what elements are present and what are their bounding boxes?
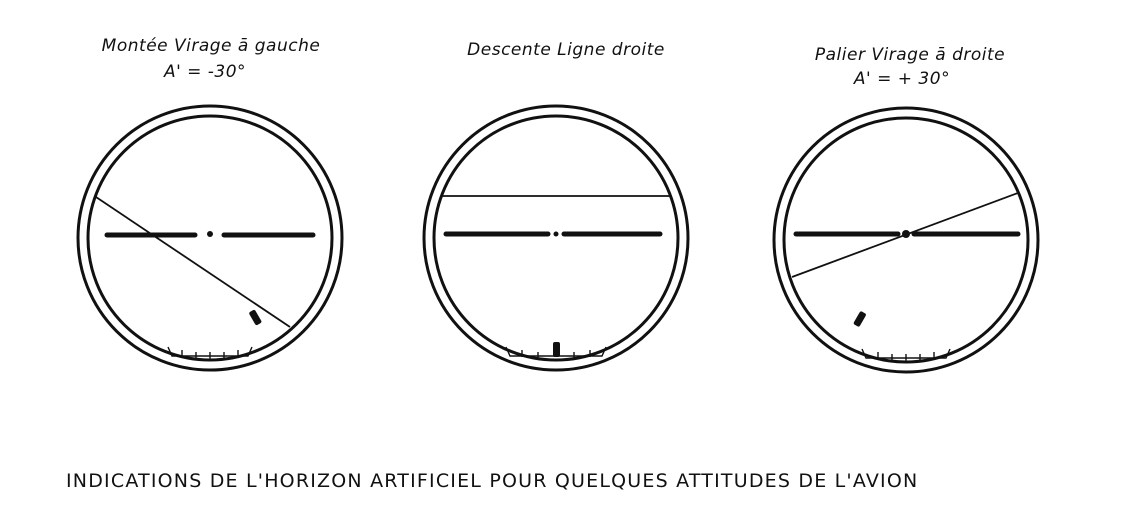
instrument-3-subtitle: A' = + 30° — [853, 69, 951, 89]
aircraft-center-dot — [902, 230, 910, 238]
bank-pointer — [853, 311, 867, 327]
instrument-1-subtitle: A' = -30° — [163, 62, 247, 82]
inner-dial-ring — [88, 116, 332, 360]
instrument-2-title: Descente Ligne droite — [467, 40, 665, 60]
instrument-1-title: Montée Virage ā gauche — [101, 36, 321, 56]
horizon-line — [93, 195, 290, 327]
inner-dial-ring — [434, 116, 678, 360]
bank-pointer — [249, 309, 263, 325]
inner-dial-ring — [784, 118, 1028, 362]
instrument-3-title: Palier Virage ā droite — [814, 45, 1006, 65]
bank-pointer — [553, 342, 560, 357]
aircraft-center-dot — [554, 232, 559, 237]
outer-bezel-ring — [774, 108, 1038, 372]
outer-bezel-ring — [78, 106, 342, 370]
aircraft-center-dot — [207, 231, 213, 237]
attitude-indicator-3 — [774, 108, 1038, 372]
attitude-indicator-2 — [424, 106, 688, 370]
figure-caption: INDICATIONS DE L'HORIZON ARTIFICIEL POUR QUELQUES ATTITUDES DE L'AVION — [66, 470, 919, 492]
outer-bezel-ring — [424, 106, 688, 370]
attitude-indicator-1 — [78, 106, 342, 370]
